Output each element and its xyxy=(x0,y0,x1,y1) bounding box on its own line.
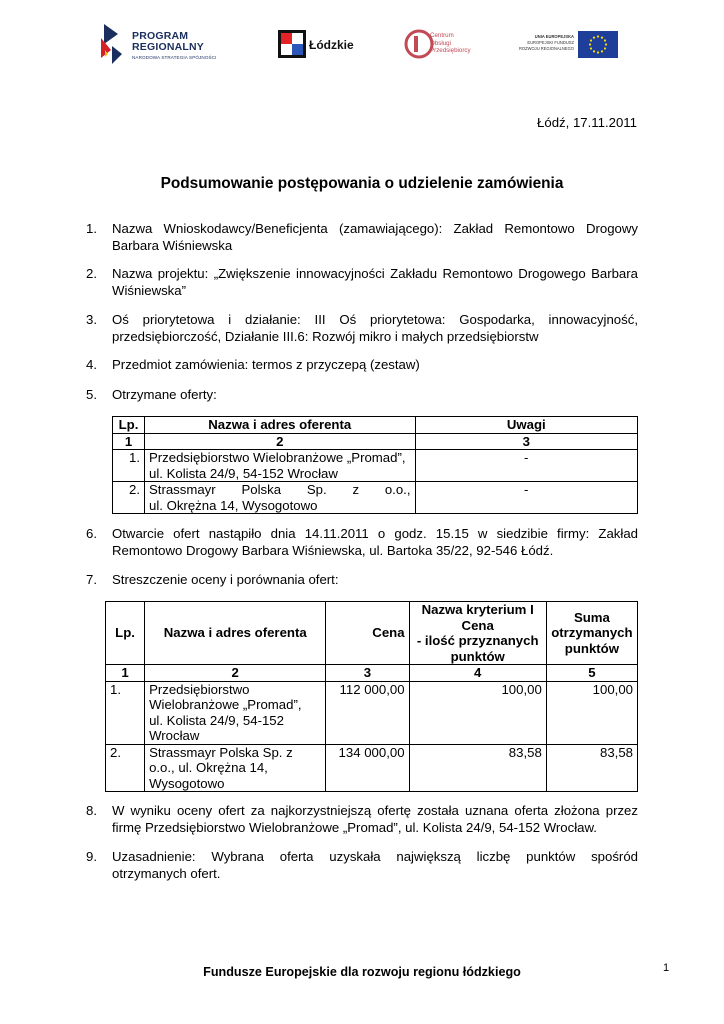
sum-header-line: otrzymanych xyxy=(551,625,633,641)
list-item-line: W wyniku oceny ofert za najkorzystniejszą ofertę została uznana oferta złożona przez xyxy=(112,803,638,818)
list-item xyxy=(86,311,638,345)
table-row xyxy=(113,482,638,514)
offer-name xyxy=(144,450,415,482)
list-item-line: firmę Przedsiębiorstwo Wielobranżowe „Promad”, ul. Kolista 24/9, 54-152 Wrocław. xyxy=(112,820,597,835)
offer-name-line: Przedsiębiorstwo Wielobranżowe „Promad”, xyxy=(148,450,406,465)
program-logo-line2: REGIONALNY xyxy=(132,41,205,53)
list-item-line: Wiśniewska” xyxy=(112,283,187,298)
list-item xyxy=(86,356,638,373)
eu-flag-icon xyxy=(578,31,618,58)
list-item-line: Streszczenie oceny i porównania ofert: xyxy=(112,572,339,587)
list-item-line: Otwarcie ofert nastąpiło dnia 14.11.2011 o godz. 15.15 w siedzibie firmy: Zakład xyxy=(112,526,638,541)
list-item-number: 8. xyxy=(86,803,97,818)
eval-points: 83,58 xyxy=(409,744,546,792)
lodzkie-logo xyxy=(278,30,358,60)
eval-name-line: Przedsiębiorstwo xyxy=(149,681,250,697)
list-item-number: 4. xyxy=(86,357,97,372)
eval-name-line: ul. Kolista 24/9, 54-152 xyxy=(149,712,284,728)
offer-name-line: Strassmayr Polska Sp. z o.o., xyxy=(148,482,411,497)
eval-name xyxy=(145,744,326,792)
column-number: 3 xyxy=(415,433,638,450)
table-row xyxy=(113,450,638,482)
column-number: 1 xyxy=(106,665,145,682)
offer-name-line: ul. Okrężna 14, Wysogotowo xyxy=(148,497,318,513)
table-header-row xyxy=(113,417,638,434)
evaluation-table xyxy=(105,601,638,792)
column-header: Lp. xyxy=(113,417,145,434)
eval-price: 134 000,00 xyxy=(326,744,409,792)
list-item-line: Remontowo Drogowy Barbara Wiśniewska, ul. Bartoka 35/22, 92-546 Łódź. xyxy=(112,543,554,558)
eval-name-line: Wysogotowo xyxy=(149,775,225,791)
table-header-row xyxy=(106,602,638,665)
list-item-number: 2. xyxy=(86,266,97,281)
column-number: 1 xyxy=(113,433,145,450)
criterion-header-line: punktów xyxy=(450,648,505,664)
column-header-lp: Lp. xyxy=(106,602,145,665)
list-item-line: Nazwa Wnioskodawcy/Beneficjenta (zamawiającego): Zakład Remontowo Drogowy xyxy=(112,221,638,236)
offers-table xyxy=(112,416,638,514)
list-item xyxy=(86,848,638,882)
offer-name-line: ul. Kolista 24/9, 54-152 Wrocław xyxy=(148,465,338,481)
column-number: 3 xyxy=(326,665,409,682)
list-item-number: 9. xyxy=(86,849,97,864)
list-item xyxy=(86,265,638,299)
list-item-number: 3. xyxy=(86,312,97,327)
list-item-line: Przedmiot zamówienia: termos z przyczepą (zestaw) xyxy=(112,357,420,372)
centrum-logo-line3: Przedsiębiorcy xyxy=(430,47,471,54)
eval-price: 112 000,00 xyxy=(326,681,409,744)
centrum-obslugi-logo xyxy=(404,28,484,62)
eval-name-line: Strassmayr Polska Sp. z xyxy=(149,744,293,760)
lodzkie-emblem-icon xyxy=(278,30,306,58)
column-number: 2 xyxy=(145,665,326,682)
list-item xyxy=(86,571,638,588)
list-item xyxy=(86,525,638,559)
column-number: 4 xyxy=(409,665,546,682)
list-item-line: Oś priorytetowa i działanie: III Oś priorytetowa: Gospodarka, innowacyjność, xyxy=(112,312,638,327)
list-item-line: Otrzymane oferty: xyxy=(112,387,217,402)
column-header-name: Nazwa i adres oferenta xyxy=(145,602,326,665)
column-number-row xyxy=(113,433,638,450)
program-regionalny-emblem-icon xyxy=(98,24,124,64)
program-regionalny-logo xyxy=(98,24,233,64)
eval-name-line: Wielobranżowe „Promad”, xyxy=(149,697,302,712)
eval-sum: 100,00 xyxy=(546,681,637,744)
document-date: Łódź, 17.11.2011 xyxy=(537,115,637,130)
column-header-criterion xyxy=(409,602,546,665)
column-number: 2 xyxy=(144,433,415,450)
list-item-line: Barbara Wiśniewska xyxy=(112,238,233,253)
centrum-logo-line2: Obsługi xyxy=(430,39,451,47)
list-item-number: 7. xyxy=(86,572,97,587)
eval-points: 100,00 xyxy=(409,681,546,744)
list-item-number: 1. xyxy=(86,221,97,236)
column-number-row xyxy=(106,665,638,682)
column-header-sum xyxy=(546,602,637,665)
offer-lp: 1. xyxy=(113,450,145,482)
eval-lp: 1. xyxy=(106,681,145,744)
list-item-number: 6. xyxy=(86,526,97,541)
list-item xyxy=(86,802,638,836)
lodzkie-logo-text: Łódzkie xyxy=(309,38,354,52)
eval-sum: 83,58 xyxy=(546,744,637,792)
offer-uwagi: - xyxy=(415,450,638,482)
column-header: Uwagi xyxy=(415,417,638,434)
list-item-line: otrzymanych ofert. xyxy=(112,866,221,881)
unia-europejska-logo xyxy=(514,30,618,60)
program-logo-line1: PROGRAM xyxy=(132,30,189,42)
list-item-line: Uzasadnienie: Wybrana oferta uzyskała największą liczbę punktów spośród xyxy=(112,849,638,864)
offer-name xyxy=(144,482,415,514)
offer-uwagi: - xyxy=(415,482,638,514)
list-item xyxy=(86,220,638,254)
program-logo-tagline: NARODOWA STRATEGIA SPÓJNOŚCI xyxy=(132,55,217,60)
eval-lp: 2. xyxy=(106,744,145,792)
column-number: 5 xyxy=(546,665,637,682)
list-item-line: Nazwa projektu: „Zwiększenie innowacyjności Zakładu Remontowo Drogowego Barbara xyxy=(112,266,638,281)
criterion-header-line: Nazwa kryterium I xyxy=(421,602,534,617)
offer-lp: 2. xyxy=(113,482,145,514)
ue-logo-line1: UNIA EUROPEJSKA xyxy=(534,34,574,39)
list-item-number: 5. xyxy=(86,387,97,402)
ue-logo-line3: ROZWOJU REGIONALNEGO xyxy=(518,45,574,51)
criterion-header-line: - ilość przyznanych xyxy=(416,633,539,648)
page-number: 1 xyxy=(663,962,670,974)
centrum-logo-line1: Centrum xyxy=(430,32,454,39)
table-row xyxy=(106,744,638,792)
list-item xyxy=(86,386,638,403)
sum-header-line: Suma xyxy=(573,609,610,625)
table-row xyxy=(106,681,638,744)
column-header: Nazwa i adres oferenta xyxy=(144,417,415,434)
document-title: Podsumowanie postępowania o udzielenie zamówienia xyxy=(160,175,564,192)
list-item-line: przedsiębiorczość, Działanie III.6: Rozwój mikro i małych przedsiębiorstw xyxy=(112,329,539,344)
column-header-price: Cena xyxy=(326,602,409,665)
page-footer: Fundusze Europejskie dla rozwoju regionu łódzkiego xyxy=(203,965,521,979)
sum-header-line: punktów xyxy=(564,640,619,656)
eval-name-line: Wrocław xyxy=(149,728,200,743)
ue-logo-line2: EUROPEJSKI FUNDUSZ xyxy=(527,40,574,45)
eval-name xyxy=(145,681,326,744)
criterion-header-line: Cena xyxy=(461,617,494,633)
eval-name-line: o.o., ul. Okrężna 14, xyxy=(149,760,268,775)
